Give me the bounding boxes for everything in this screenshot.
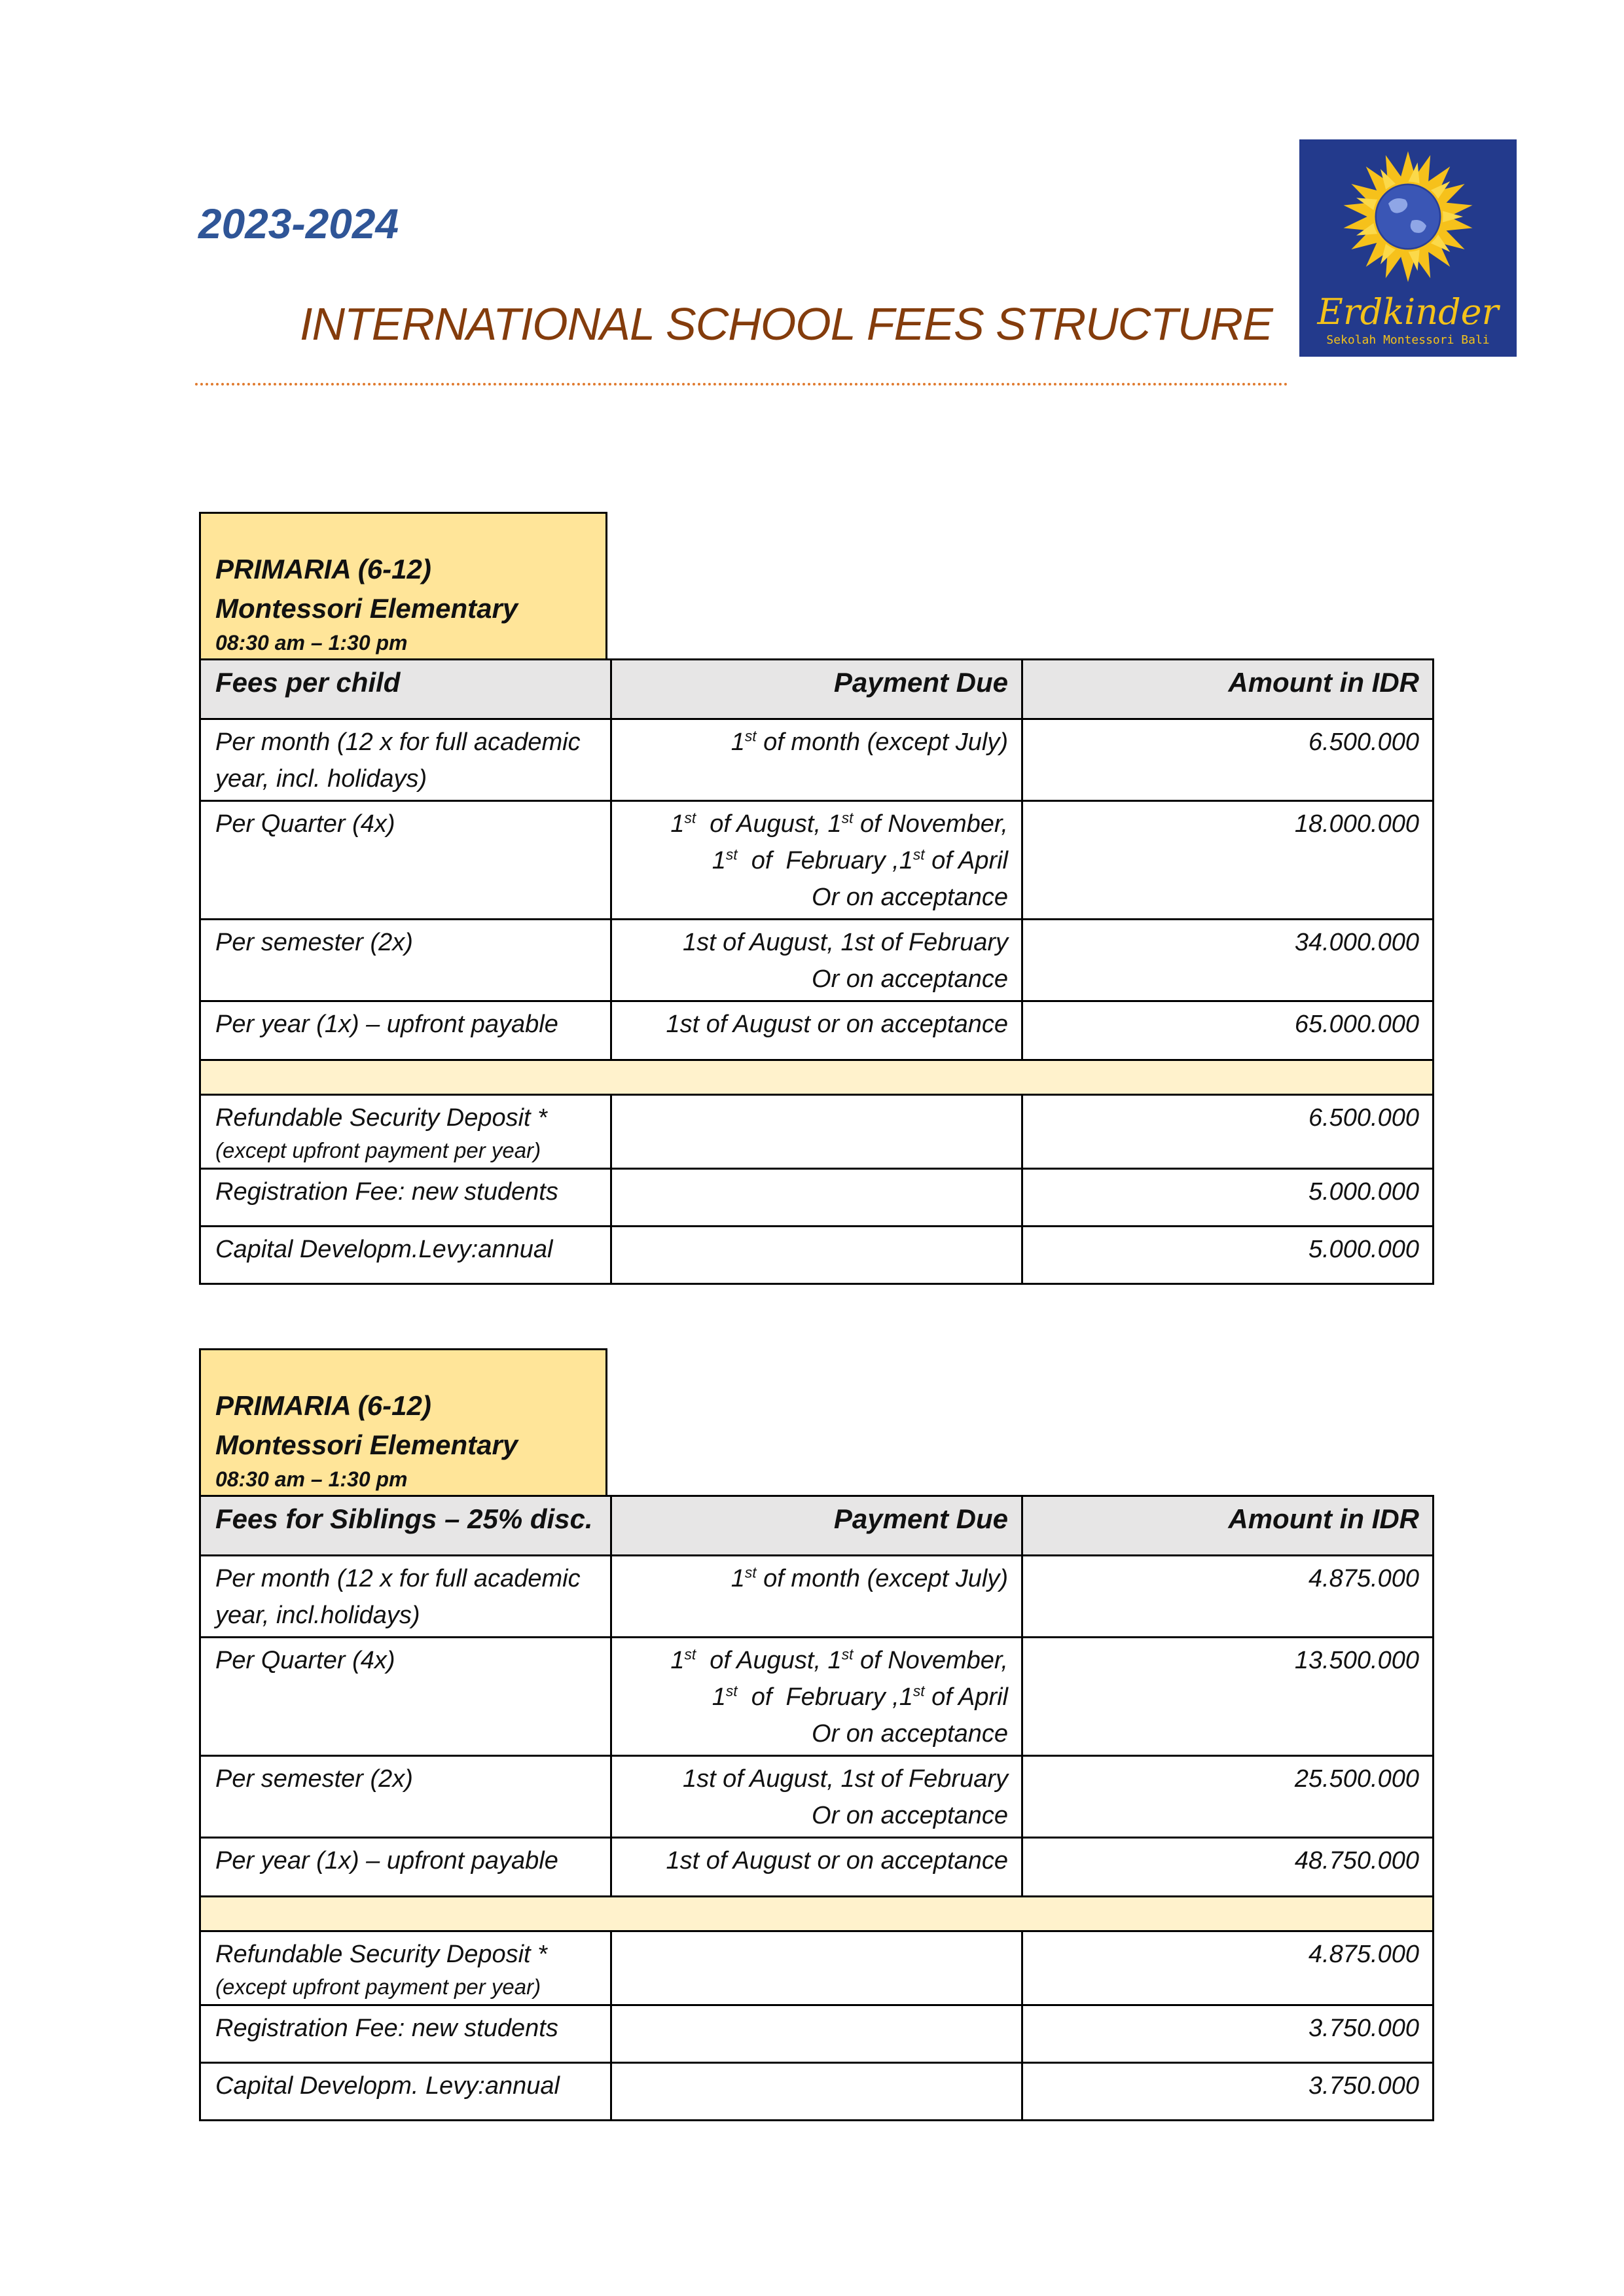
fee-label-text: Refundable Security Deposit * bbox=[215, 1104, 547, 1132]
program-hours: 08:30 am – 1:30 pm bbox=[215, 631, 408, 655]
payment-due: 1st of August or on acceptance bbox=[611, 1001, 1022, 1060]
table-spacer-row bbox=[200, 1060, 1434, 1095]
fee-label: Per Quarter (4x) bbox=[200, 801, 611, 920]
fee-label: Per year (1x) – upfront payable bbox=[200, 1838, 611, 1897]
table-row bbox=[200, 719, 1434, 801]
program-name: PRIMARIA (6-12) bbox=[215, 554, 431, 584]
program-name: PRIMARIA (6-12) bbox=[215, 1390, 431, 1421]
program-header bbox=[199, 1348, 607, 1495]
payment-due: 1st of August, 1st of February Or on acceptance bbox=[611, 1756, 1022, 1838]
fee-amount: 3.750.000 bbox=[1022, 2063, 1434, 2121]
fee-amount: 48.750.000 bbox=[1022, 1838, 1434, 1897]
fee-label: Registration Fee: new students bbox=[200, 1169, 611, 1227]
table-row bbox=[200, 1756, 1434, 1838]
table-row bbox=[200, 920, 1434, 1001]
fee-amount: 5.000.000 bbox=[1022, 1227, 1434, 1284]
payment-due: 1st of month (except July) bbox=[611, 719, 1022, 801]
fee-label: Per semester (2x) bbox=[200, 920, 611, 1001]
program-subtitle: Montessori Elementary bbox=[215, 1429, 518, 1460]
table-row bbox=[200, 1227, 1434, 1284]
school-logo bbox=[1299, 139, 1517, 357]
fees-table bbox=[199, 1495, 1434, 2121]
payment-due: 1st of August or on acceptance bbox=[611, 1838, 1022, 1897]
column-header-amount: Amount in IDR bbox=[1022, 1496, 1434, 1556]
table-row bbox=[200, 1931, 1434, 2005]
fee-label: Capital Developm.Levy:annual bbox=[200, 1227, 611, 1284]
fee-table-per-child bbox=[199, 512, 1432, 1285]
payment-due bbox=[611, 2005, 1022, 2063]
fee-label-text: Refundable Security Deposit * bbox=[215, 1941, 547, 1968]
fee-label: Per month (12 x for full academic year, incl. holidays) bbox=[200, 719, 611, 801]
table-row bbox=[200, 1838, 1434, 1897]
fee-label bbox=[200, 1095, 611, 1169]
fee-table-siblings bbox=[199, 1348, 1432, 2121]
column-header-amount: Amount in IDR bbox=[1022, 660, 1434, 719]
table-row bbox=[200, 1556, 1434, 1638]
table-header-row bbox=[200, 1496, 1434, 1556]
fee-label: Per month (12 x for full academic year, incl.holidays) bbox=[200, 1556, 611, 1638]
payment-due bbox=[611, 1931, 1022, 2005]
table-row bbox=[200, 2005, 1434, 2063]
fee-note: (except upfront payment per year) bbox=[215, 1975, 541, 1999]
table-row bbox=[200, 1001, 1434, 1060]
table-row bbox=[200, 1638, 1434, 1756]
fee-label: Capital Developm. Levy:annual bbox=[200, 2063, 611, 2121]
payment-due: 1st of August, 1st of November, 1st of February ,1st of April Or on acceptance bbox=[611, 801, 1022, 920]
fee-label: Registration Fee: new students bbox=[200, 2005, 611, 2063]
fee-amount: 34.000.000 bbox=[1022, 920, 1434, 1001]
column-header-payment-due: Payment Due bbox=[611, 660, 1022, 719]
payment-due: 1st of month (except July) bbox=[611, 1556, 1022, 1638]
table-spacer-row bbox=[200, 1897, 1434, 1931]
fee-amount: 6.500.000 bbox=[1022, 719, 1434, 801]
fee-amount: 13.500.000 bbox=[1022, 1638, 1434, 1756]
column-header-payment-due: Payment Due bbox=[611, 1496, 1022, 1556]
program-header bbox=[199, 512, 607, 658]
fee-label bbox=[200, 1931, 611, 2005]
column-header-fees: Fees per child bbox=[200, 660, 611, 719]
fee-amount: 4.875.000 bbox=[1022, 1931, 1434, 2005]
logo-subtitle: Sekolah Montessori Bali bbox=[1326, 333, 1490, 347]
payment-due bbox=[611, 2063, 1022, 2121]
title-divider bbox=[195, 383, 1288, 386]
fee-label: Per Quarter (4x) bbox=[200, 1638, 611, 1756]
table-row bbox=[200, 801, 1434, 920]
document-year: 2023-2024 bbox=[198, 200, 399, 247]
fee-label: Per year (1x) – upfront payable bbox=[200, 1001, 611, 1060]
payment-due: 1st of August, 1st of February Or on acceptance bbox=[611, 920, 1022, 1001]
fee-amount: 65.000.000 bbox=[1022, 1001, 1434, 1060]
logo-name: Erdkinder bbox=[1317, 291, 1499, 332]
program-hours: 08:30 am – 1:30 pm bbox=[215, 1467, 408, 1491]
table-row bbox=[200, 1095, 1434, 1169]
fees-table bbox=[199, 658, 1434, 1285]
column-header-fees: Fees for Siblings – 25% disc. bbox=[200, 1496, 611, 1556]
fee-label: Per semester (2x) bbox=[200, 1756, 611, 1838]
fee-note: (except upfront payment per year) bbox=[215, 1138, 541, 1162]
fee-amount: 3.750.000 bbox=[1022, 2005, 1434, 2063]
payment-due bbox=[611, 1169, 1022, 1227]
payment-due: 1st of August, 1st of November, 1st of February ,1st of April Or on acceptance bbox=[611, 1638, 1022, 1756]
payment-due bbox=[611, 1095, 1022, 1169]
table-row bbox=[200, 1169, 1434, 1227]
program-subtitle: Montessori Elementary bbox=[215, 593, 518, 624]
table-row bbox=[200, 2063, 1434, 2121]
payment-due bbox=[611, 1227, 1022, 1284]
fee-amount: 18.000.000 bbox=[1022, 801, 1434, 920]
document-title: INTERNATIONAL SCHOOL FEES STRUCTURE bbox=[300, 298, 1272, 350]
fee-amount: 25.500.000 bbox=[1022, 1756, 1434, 1838]
fee-amount: 5.000.000 bbox=[1022, 1169, 1434, 1227]
table-header-row bbox=[200, 660, 1434, 719]
fee-amount: 4.875.000 bbox=[1022, 1556, 1434, 1638]
fee-amount: 6.500.000 bbox=[1022, 1095, 1434, 1169]
